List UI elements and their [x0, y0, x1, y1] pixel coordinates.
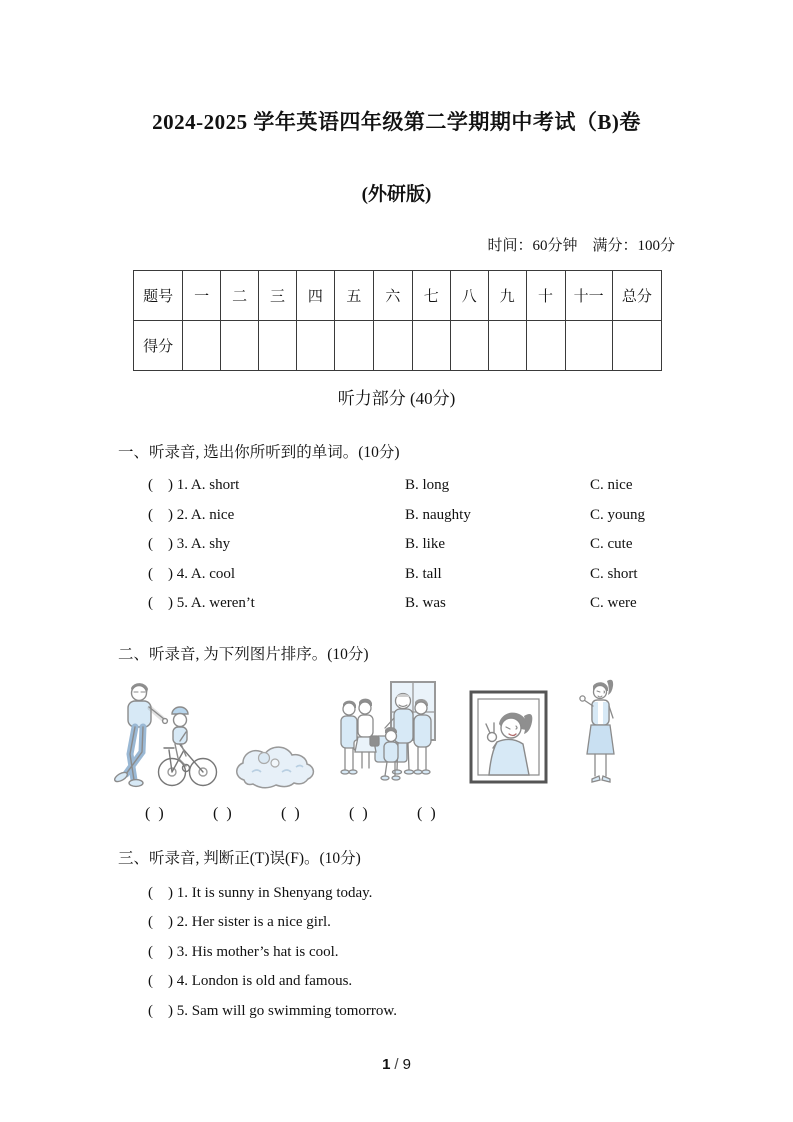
answer-blank: ( ) — [148, 565, 177, 582]
section2-picture-row — [112, 674, 793, 792]
score-cell — [183, 321, 221, 371]
option-a: 2. A. nice — [176, 506, 235, 523]
answer-blank: ( ) — [281, 804, 300, 822]
score-table — [133, 270, 662, 371]
score-table-col: 五 — [334, 271, 373, 321]
score-table-col: 二 — [221, 271, 259, 321]
listening-part-heading: 听力部分 (40分) — [337, 389, 456, 408]
score-cell — [526, 321, 565, 371]
score-table-col: 十一 — [565, 271, 612, 321]
option-b: B. long — [405, 477, 450, 494]
current-page-number: 1 — [382, 1056, 391, 1073]
answer-blank-and-option-a — [148, 507, 405, 524]
score-cell — [334, 321, 373, 371]
option-c: C. were — [590, 595, 637, 612]
cloud-image — [230, 732, 323, 790]
score-table-col: 一 — [183, 271, 221, 321]
true-false-item — [148, 997, 793, 1027]
answer-blank-and-option-a — [148, 536, 405, 553]
score-cell — [221, 321, 259, 371]
answer-blank: ( ) — [148, 506, 177, 523]
option-b: B. naughty — [405, 506, 471, 523]
option-c: C. cute — [590, 536, 633, 553]
answer-blank: ( ) — [148, 536, 177, 553]
answer-blank: ( ) — [417, 804, 436, 822]
section2-answer-blanks — [145, 805, 793, 823]
score-table-header-row — [134, 271, 662, 321]
answer-blank: ( ) — [148, 595, 177, 612]
true-false-item — [148, 938, 793, 968]
answer-blank: ( ) — [148, 973, 177, 990]
answer-blank: ( ) — [148, 1002, 177, 1019]
page-title: 2024-2025 学年英语四年级第二学期期中考试（B)卷 — [152, 110, 641, 134]
family-scene-image — [337, 678, 438, 782]
page-number-footer — [0, 1056, 793, 1073]
choice-item — [148, 530, 793, 560]
score-cell — [412, 321, 450, 371]
score-cell — [565, 321, 612, 371]
option-a: 1. A. short — [176, 477, 240, 494]
score-cell — [296, 321, 334, 371]
answer-blank: ( ) — [145, 804, 164, 822]
score-table-col: 三 — [259, 271, 297, 321]
score-table-col: 八 — [450, 271, 488, 321]
option-b: B. was — [405, 595, 446, 612]
answer-blank: ( ) — [213, 804, 232, 822]
choice-item — [148, 501, 793, 531]
score-table-col-total: 总分 — [612, 271, 661, 321]
score-table-col: 十 — [526, 271, 565, 321]
total-page-count: 9 — [402, 1056, 411, 1073]
statement-text: 5. Sam will go swimming tomorrow. — [176, 1002, 398, 1019]
true-false-item — [148, 908, 793, 938]
score-table-col: 七 — [412, 271, 450, 321]
page-number-separator: / — [394, 1056, 399, 1073]
bicycle-scene-image — [112, 678, 218, 792]
section3-items — [148, 879, 793, 1027]
option-c: C. young — [590, 506, 646, 523]
statement-text: 2. Her sister is a nice girl. — [176, 914, 331, 931]
true-false-item — [148, 879, 793, 909]
score-table-col: 四 — [296, 271, 334, 321]
option-a: 4. A. cool — [176, 565, 236, 582]
score-cell — [259, 321, 297, 371]
statement-text: 3. His mother’s hat is cool. — [176, 943, 339, 960]
answer-blank: ( ) — [148, 943, 177, 960]
score-table-score-row — [134, 321, 662, 371]
option-a: 5. A. weren’t — [176, 595, 255, 612]
answer-blank-and-option-a — [148, 477, 405, 494]
score-table-label-defen: 得分 — [134, 321, 183, 371]
statement-text: 1. It is sunny in Shenyang today. — [176, 884, 373, 901]
section1-items — [148, 471, 793, 619]
true-false-item — [148, 967, 793, 997]
option-c: C. nice — [590, 477, 633, 494]
answer-blank-and-option-a — [148, 566, 405, 583]
statement-text: 4. London is old and famous. — [176, 973, 353, 990]
score-cell — [488, 321, 526, 371]
score-cell — [373, 321, 412, 371]
score-table-label-timu: 题号 — [134, 271, 183, 321]
answer-blank-and-option-a — [148, 595, 405, 612]
section2-heading: 二、听录音, 为下列图片排序。(10分) — [118, 645, 369, 663]
framed-photo-image — [469, 690, 548, 784]
answer-blank: ( ) — [349, 804, 368, 822]
standing-woman-image — [576, 678, 626, 792]
exam-meta-time-score: 时间：60分钟 满分：100分 — [487, 238, 675, 254]
score-table-col: 九 — [488, 271, 526, 321]
option-c: C. short — [590, 565, 638, 582]
answer-blank: ( ) — [148, 477, 177, 494]
answer-blank: ( ) — [148, 884, 177, 901]
choice-item — [148, 471, 793, 501]
option-b: B. tall — [405, 565, 442, 582]
choice-item — [148, 560, 793, 590]
section3-heading: 三、听录音, 判断正(T)误(F)。(10分) — [118, 849, 361, 867]
answer-blank: ( ) — [148, 914, 177, 931]
option-a: 3. A. shy — [176, 536, 231, 553]
section1-heading: 一、听录音, 选出你所听到的单词。(10分) — [118, 444, 400, 461]
page-subtitle: (外研版) — [361, 184, 432, 205]
score-table-col: 六 — [373, 271, 412, 321]
choice-item — [148, 589, 793, 619]
score-cell-total — [612, 321, 661, 371]
option-b: B. like — [405, 536, 445, 553]
score-cell — [450, 321, 488, 371]
